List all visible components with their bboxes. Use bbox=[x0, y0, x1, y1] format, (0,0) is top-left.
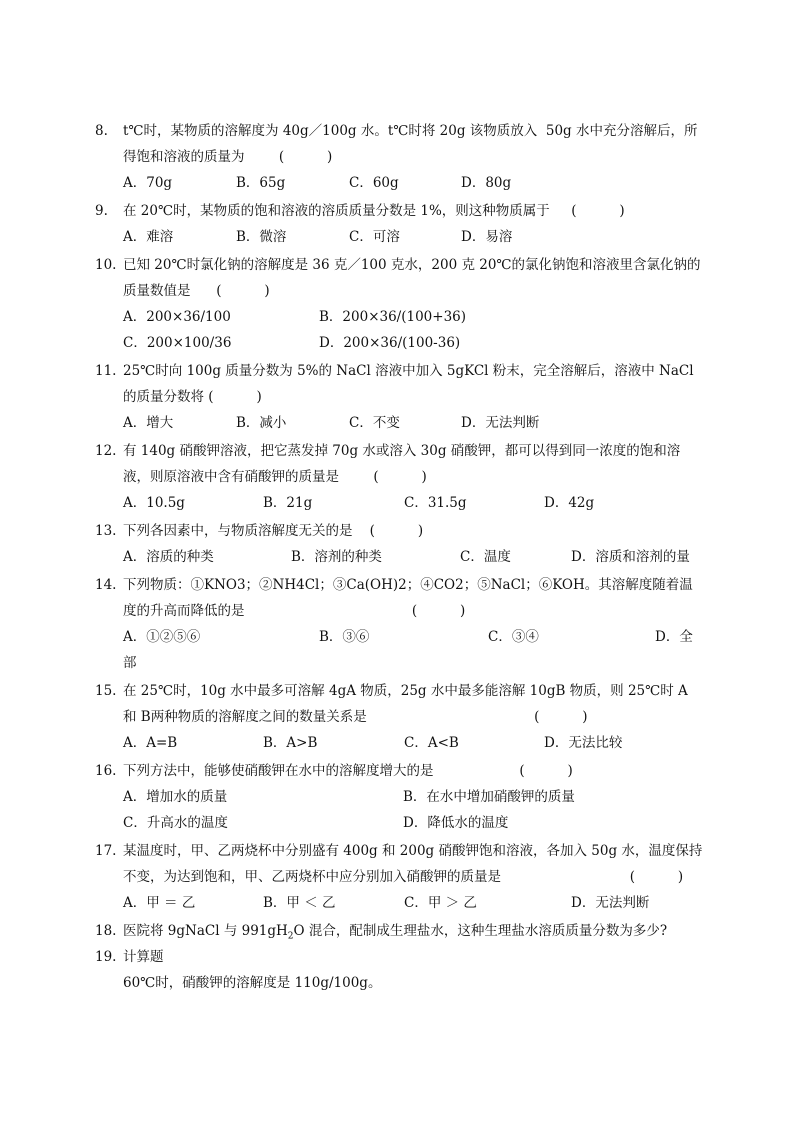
question-stem: 下列各因素中，与物质溶解度无关的是 ( ) bbox=[123, 523, 424, 539]
option-a: A．甲 ＝ 乙 bbox=[123, 895, 196, 911]
question-12 bbox=[95, 438, 705, 516]
question-stem: 在 25℃时，10g 水中最多可溶解 4gA 物质，25g 水中最多能溶解 10gB 物质，则 25℃时 A 和 B两种物质的溶解度之间的数量关系是 ( ) bbox=[123, 683, 693, 725]
question-10 bbox=[95, 252, 705, 356]
option-b: B．A>B bbox=[263, 735, 318, 751]
question-stem: 计算题 bbox=[123, 949, 164, 965]
question-stem: 在 20℃时，某物质的饱和溶液的溶质质量分数是 1%，则这种物质属于 ( ) bbox=[123, 203, 625, 219]
option-a: A．①②⑤⑥ bbox=[123, 629, 201, 645]
question-number: 17. bbox=[95, 843, 117, 859]
options-row bbox=[123, 624, 705, 650]
option-c: C．不变 bbox=[349, 415, 400, 431]
question-number: 10. bbox=[95, 257, 117, 273]
option-d: D．溶质和溶剂的量 bbox=[571, 549, 690, 565]
option-a: A．10.5g bbox=[123, 495, 185, 511]
options-row bbox=[123, 490, 705, 516]
option-c: C．A<B bbox=[404, 735, 459, 751]
option-a: A．溶质的种类 bbox=[123, 549, 214, 565]
option-a: A．增大 bbox=[123, 415, 174, 431]
option-c: C．可溶 bbox=[349, 229, 400, 245]
question-17 bbox=[95, 838, 705, 916]
option-d: D．80g bbox=[461, 175, 512, 191]
option-d: D．全 bbox=[655, 629, 693, 645]
question-19 bbox=[95, 944, 705, 996]
option-a: A．难溶 bbox=[123, 229, 174, 245]
option-c: C．60g bbox=[349, 175, 399, 191]
option-c: C．升高水的温度 bbox=[123, 815, 228, 831]
question-number: 13. bbox=[95, 523, 117, 539]
subscript: 2 bbox=[287, 931, 294, 942]
options-row bbox=[123, 810, 705, 836]
options-row bbox=[123, 730, 705, 756]
question-stem bbox=[123, 918, 705, 944]
option-d: D．无法比较 bbox=[544, 735, 623, 751]
question-11 bbox=[95, 358, 705, 436]
option-a: A．70g bbox=[123, 175, 173, 191]
option-a: A．增加水的质量 bbox=[123, 789, 228, 805]
question-8 bbox=[95, 118, 705, 196]
option-b: B．65g bbox=[236, 175, 286, 191]
question-18 bbox=[95, 918, 705, 944]
question-stem: 下列物质：①KNO3；②NH4Cl；③Ca(OH)2；④CO2；⑤NaCl；⑥KOH。其溶解度随着温度的升高而降低的是 ( ) bbox=[123, 577, 693, 619]
question-number: 14. bbox=[95, 577, 117, 593]
options-row bbox=[123, 410, 705, 436]
question-stem: 有 140g 硝酸钾溶液，把它蒸发掉 70g 水或溶入 30g 硝酸钾，都可以得到同一浓度的饱和溶液，则原溶液中含有硝酸钾的质量是 ( ) bbox=[123, 443, 681, 485]
question-number: 18. bbox=[95, 923, 117, 939]
question-stem: 某温度时，甲、乙两烧杯中分别盛有 400g 和 200g 硝酸钾饱和溶液，各加入 50g 水，温度保持不变，为达到饱和，甲、乙两烧杯中应分别加入硝酸钾的质量是 ( ) bbox=[123, 843, 703, 885]
question-14 bbox=[95, 572, 705, 676]
option-b: B．③⑥ bbox=[319, 629, 370, 645]
option-d: D．易溶 bbox=[461, 229, 513, 245]
options-row bbox=[123, 170, 705, 196]
question-number: 9. bbox=[95, 203, 108, 219]
option-c: C．甲 ＞ 乙 bbox=[404, 895, 477, 911]
option-d: D．降低水的温度 bbox=[403, 815, 509, 831]
option-c: C．31.5g bbox=[404, 495, 467, 511]
option-c: C．③④ bbox=[488, 629, 539, 645]
option-b: B．甲 ＜ 乙 bbox=[263, 895, 336, 911]
option-continuation: 部 bbox=[123, 655, 137, 671]
question-number: 12. bbox=[95, 443, 117, 459]
option-d: D．200×36/(100-36) bbox=[319, 335, 461, 351]
option-d: D．42g bbox=[544, 495, 595, 511]
stem-part: O 混合，配制成生理盐水，这种生理盐水溶质质量分数为多少? bbox=[293, 923, 668, 939]
options-row bbox=[123, 544, 705, 570]
question-9 bbox=[95, 198, 705, 250]
options-row bbox=[123, 890, 705, 916]
option-c: C．温度 bbox=[460, 549, 511, 565]
question-15 bbox=[95, 678, 705, 756]
options-row bbox=[123, 304, 705, 330]
stem-part: 医院将 9gNaCl 与 991gH bbox=[123, 923, 288, 939]
question-16 bbox=[95, 758, 705, 836]
question-13 bbox=[95, 518, 705, 570]
options-row bbox=[123, 224, 705, 250]
option-b: B．溶剂的种类 bbox=[291, 549, 382, 565]
option-c: C．200×100/36 bbox=[123, 335, 232, 351]
option-b: B．21g bbox=[263, 495, 313, 511]
question-number: 8. bbox=[95, 123, 108, 139]
question-stem: 下列方法中，能够使硝酸钾在水中的溶解度增大的是 ( ) bbox=[123, 763, 573, 779]
question-text: 60℃时，硝酸钾的溶解度是 110g/100g。 bbox=[123, 975, 382, 991]
option-b: B．在水中增加硝酸钾的质量 bbox=[403, 789, 575, 805]
option-a: A．A=B bbox=[123, 735, 178, 751]
option-d: D．无法判断 bbox=[571, 895, 650, 911]
question-stem: 已知 20℃时氯化钠的溶解度是 36 克／100 克水，200 克 20℃的氯化钠饱和溶液里含氯化钠的质量数值是 ( ) bbox=[123, 257, 701, 299]
option-b: B．200×36/(100+36) bbox=[319, 309, 467, 325]
option-a: A．200×36/100 bbox=[123, 309, 231, 325]
question-number: 15. bbox=[95, 683, 117, 699]
options-row bbox=[123, 784, 705, 810]
question-number: 11. bbox=[95, 363, 117, 379]
option-b: B．减小 bbox=[236, 415, 287, 431]
option-b: B．微溶 bbox=[236, 229, 287, 245]
question-number: 16. bbox=[95, 763, 117, 779]
options-row bbox=[123, 330, 705, 356]
question-stem: 25℃时向 100g 质量分数为 5%的 NaCl 溶液中加入 5gKCl 粉末，完全溶解后，溶液中 NaCl 的质量分数将 ( ) bbox=[123, 363, 698, 405]
question-stem: t℃时，某物质的溶解度为 40g／100g 水。t℃时将 20g 该物质放入 50g 水中充分溶解后，所得饱和溶液的质量为 ( ) bbox=[123, 123, 698, 165]
option-d: D．无法判断 bbox=[461, 415, 540, 431]
question-number: 19. bbox=[95, 949, 117, 965]
